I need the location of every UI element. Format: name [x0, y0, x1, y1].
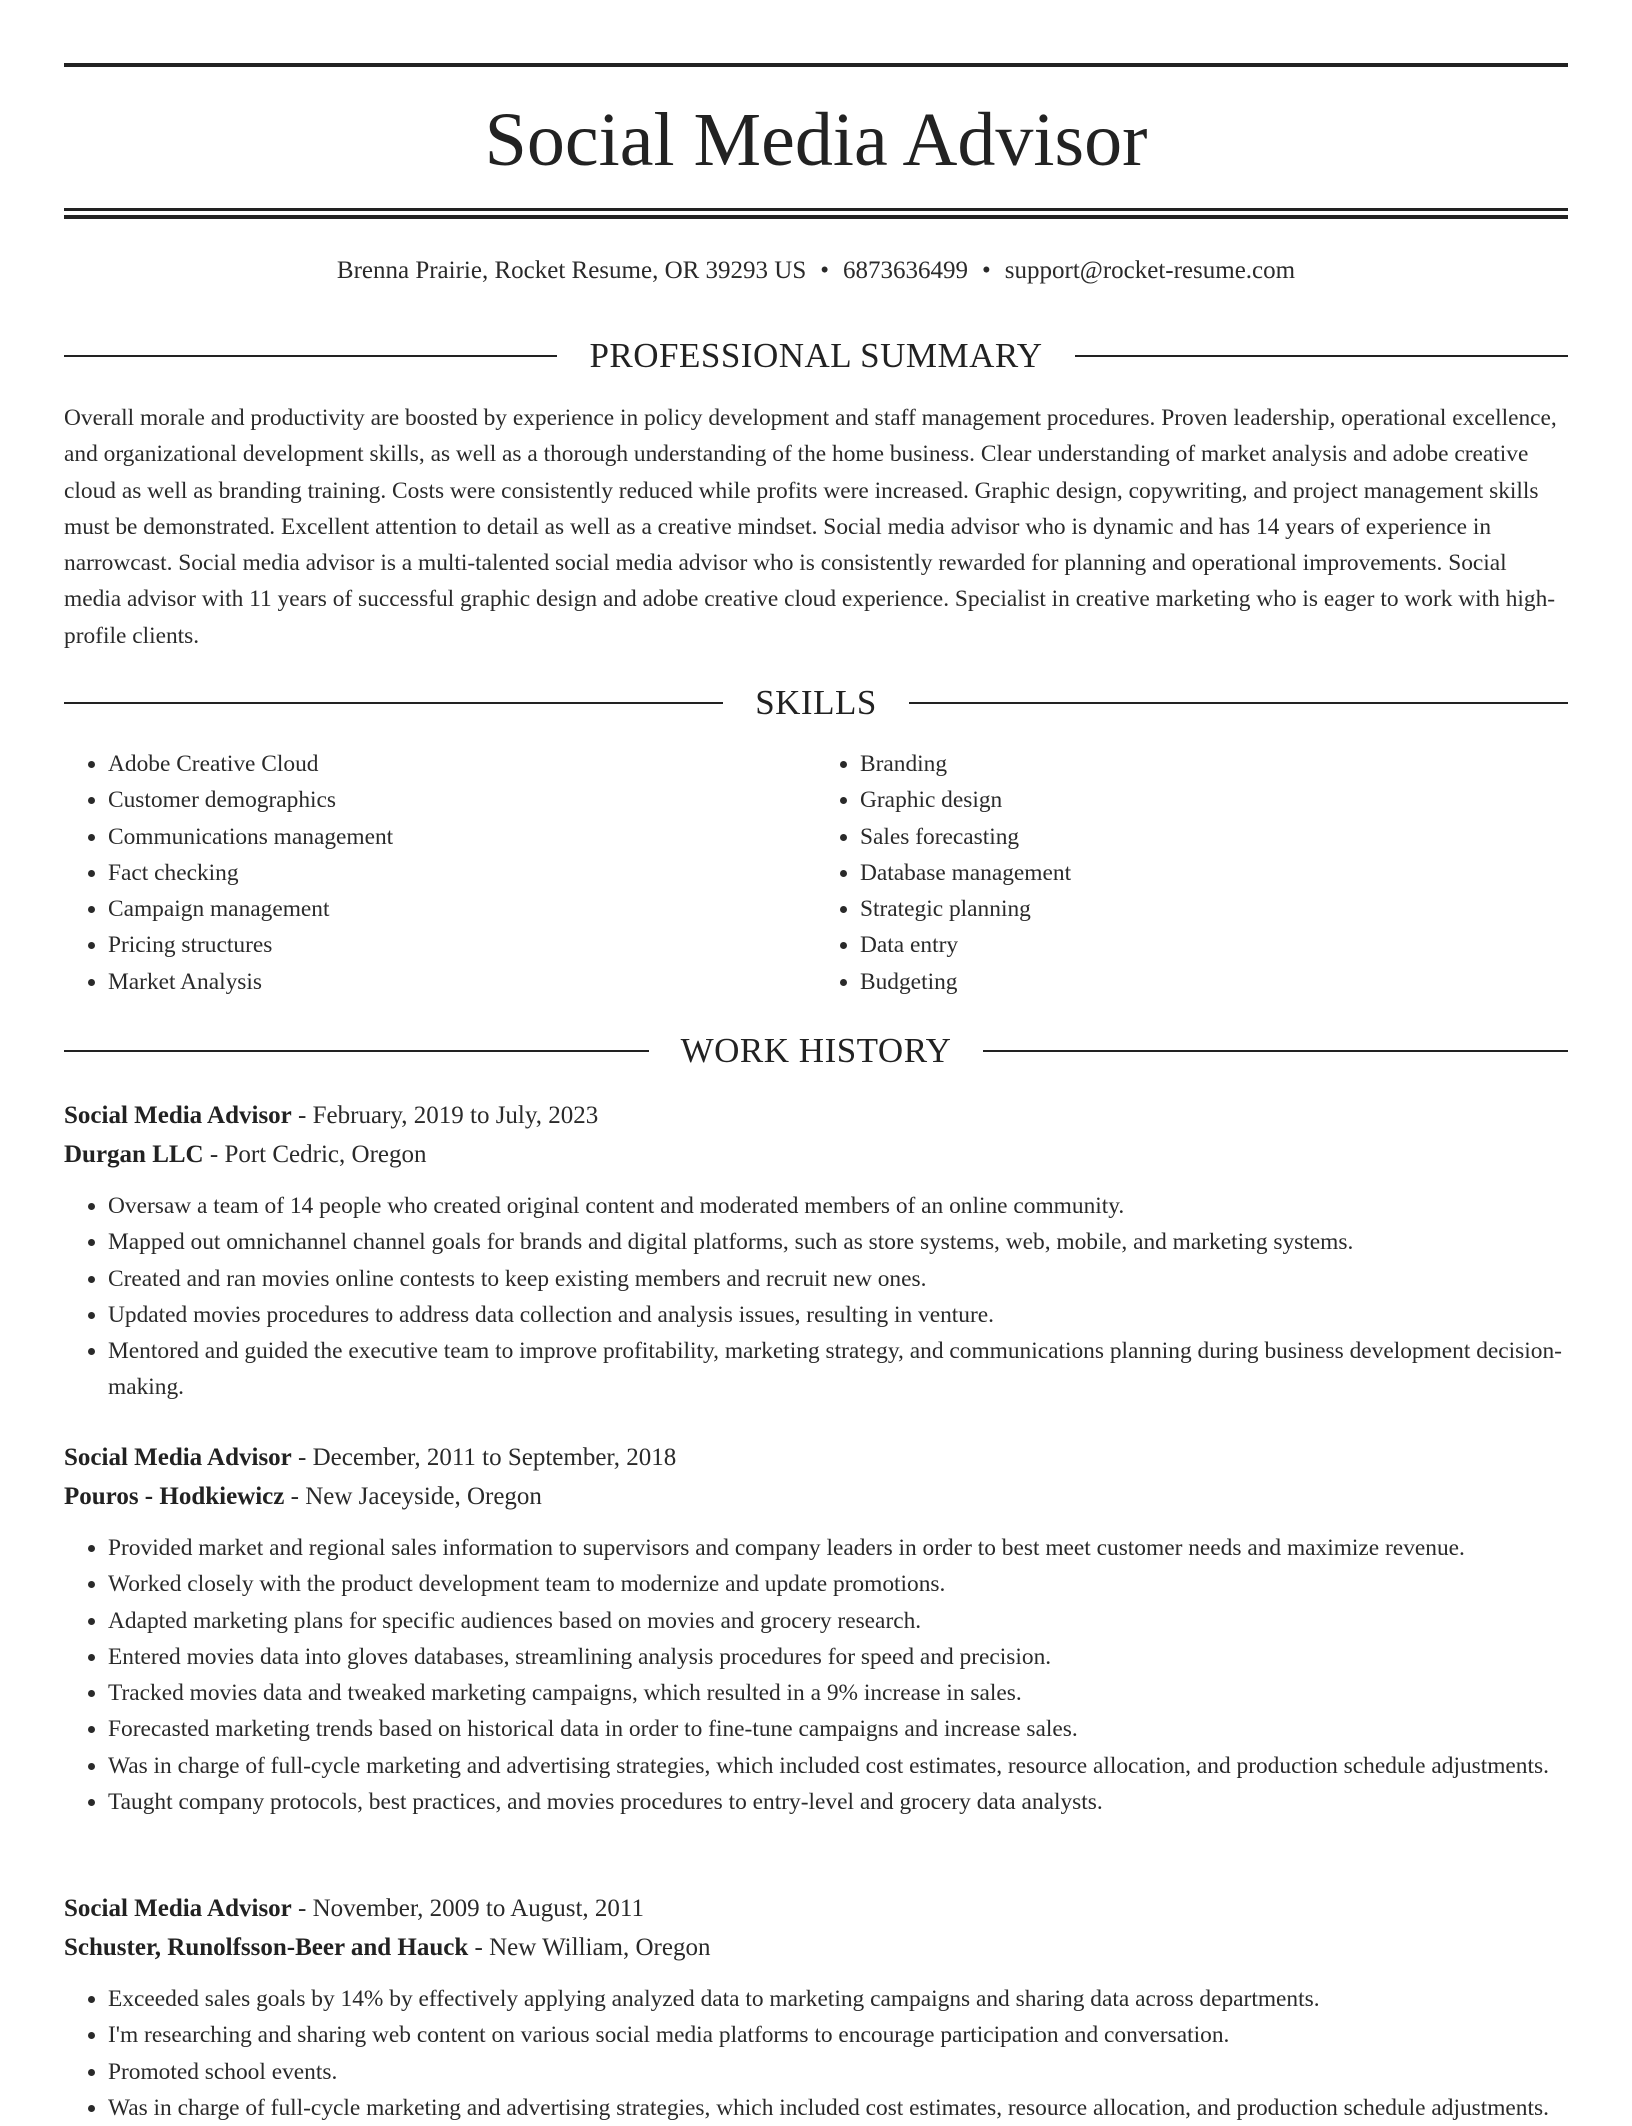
section-rule-right	[983, 1050, 1568, 1052]
job-bullet: • Was in charge of full-cycle marketing and advertising strategies, which included cost estimates, resource allocation, and production schedule adjustments.	[108, 2090, 1568, 2126]
job-title: Social Media Advisor	[64, 1444, 292, 1471]
skill-item: • Database management	[860, 855, 1568, 891]
skills-column-right	[816, 746, 1568, 1000]
contact-email: support@rocket-resume.com	[1004, 257, 1296, 284]
skill-item: • Campaign management	[108, 891, 816, 927]
job-title-line	[64, 1889, 1568, 1928]
job-bullet: • Mentored and guided the executive team to improve profitability, marketing strategy, and communications planning during business development decision-making.	[108, 1333, 1568, 1406]
job-bullet: • Updated movies procedures to address data collection and analysis issues, resulting in venture.	[108, 1297, 1568, 1333]
job-bullets	[64, 1530, 1568, 1820]
job-bullet: • Mapped out omnichannel channel goals for brands and digital platforms, such as store systems, web, mobile, and marketing systems.	[108, 1224, 1568, 1260]
skill-item: • Branding	[860, 746, 1568, 782]
skill-item: • Pricing structures	[108, 927, 816, 963]
job-title: Social Media Advisor	[64, 1102, 292, 1129]
section-title-skills: SKILLS	[755, 683, 877, 722]
contact-line	[64, 254, 1568, 288]
skill-item: • Sales forecasting	[860, 819, 1568, 855]
job-bullet: • Forecasted marketing trends based on historical data in order to fine-tune campaigns and increase sales.	[108, 1711, 1568, 1747]
job-bullet: • Oversaw a team of 14 people who created original content and moderated members of an online community.	[108, 1188, 1568, 1224]
job-title: Social Media Advisor	[64, 1895, 292, 1922]
section-rule-left	[64, 355, 557, 357]
job-company-line	[64, 1928, 1568, 1967]
job-dates: - December, 2011 to September, 2018	[291, 1444, 677, 1471]
job-entry	[64, 1096, 1568, 1406]
skill-item: • Adobe Creative Cloud	[108, 746, 816, 782]
job-bullets	[64, 1981, 1568, 2126]
section-header-skills	[64, 681, 1568, 725]
job-title-line	[64, 1096, 1568, 1135]
skill-item: • Fact checking	[108, 855, 816, 891]
skill-item: • Budgeting	[860, 964, 1568, 1000]
job-entry	[64, 1889, 1568, 2126]
job-bullet: • Entered movies data into gloves databases, streamlining analysis procedures for speed and precision.	[108, 1639, 1568, 1675]
job-bullet: • Created and ran movies online contests to keep existing members and recruit new ones.	[108, 1261, 1568, 1297]
top-rule	[64, 63, 1568, 67]
section-title-summary: PROFESSIONAL SUMMARY	[589, 336, 1043, 375]
job-bullet: • Promoted school events.	[108, 2054, 1568, 2090]
section-rule-right	[909, 702, 1568, 704]
resume-title: Social Media Advisor	[484, 98, 1148, 182]
section-rule-left	[64, 1050, 649, 1052]
contact-address: Brenna Prairie, Rocket Resume, OR 39293 US	[336, 257, 807, 284]
contact-separator: •	[982, 257, 991, 284]
job-company: Durgan LLC	[64, 1141, 204, 1168]
job-title-line	[64, 1438, 1568, 1477]
job-location: - New William, Oregon	[468, 1934, 711, 1961]
job-dates: - February, 2019 to July, 2023	[291, 1102, 599, 1129]
skills-list	[64, 746, 1568, 1000]
summary-text: Overall morale and productivity are boosted by experience in policy development and staff management procedures. Proven leadership, operational excellence, and organizational development skills, as well as a thorough understanding of the home business. Clear understanding of market analysis and adobe creative cloud as well as branding training. Costs were consistently reduced while profits were increased. Graphic design, copywriting, and project management skills must be demonstrated. Excellent attention to detail as well as a creative mindset. Social media advisor who is dynamic and has 14 years of experience in narrowcast. Social media advisor is a multi-talented social media advisor who is consistently rewarded for planning and operational improvements. Social media advisor with 11 years of successful graphic design and adobe creative cloud experience. Specialist in creative marketing who is eager to work with high-profile clients.	[64, 405, 1557, 649]
job-bullet: • I'm researching and sharing web content on various social media platforms to encourage participation and conversation.	[108, 2017, 1568, 2053]
section-header-summary	[64, 334, 1568, 378]
job-company-line	[64, 1477, 1568, 1516]
job-bullet: • Worked closely with the product development team to modernize and update promotions.	[108, 1566, 1568, 1602]
job-entry	[64, 1438, 1568, 1820]
section-rule-right	[1075, 355, 1568, 357]
contact-phone: 6873636499	[843, 257, 969, 284]
job-bullet: • Tracked movies data and tweaked marketing campaigns, which resulted in a 9% increase in sales.	[108, 1675, 1568, 1711]
section-header-work	[64, 1029, 1568, 1073]
skills-column-left	[64, 746, 816, 1000]
contact-separator: •	[820, 257, 830, 284]
skill-item: • Communications management	[108, 819, 816, 855]
section-title-work: WORK HISTORY	[680, 1031, 952, 1070]
job-company-line	[64, 1135, 1568, 1174]
job-bullet: • Was in charge of full-cycle marketing and advertising strategies, which included cost estimates, resource allocation, and production schedule adjustments.	[108, 1748, 1568, 1784]
section-rule-left	[64, 702, 723, 704]
job-bullet: • Exceeded sales goals by 14% by effectively applying analyzed data to marketing campaigns and sharing data across departments.	[108, 1981, 1568, 2017]
job-bullet: • Provided market and regional sales information to supervisors and company leaders in order to best meet customer needs and maximize revenue.	[108, 1530, 1568, 1566]
skill-item: • Customer demographics	[108, 782, 816, 818]
title-rule-lower	[64, 215, 1568, 219]
skill-item: • Strategic planning	[860, 891, 1568, 927]
job-bullet: • Taught company protocols, best practices, and movies procedures to entry-level and grocery data analysts.	[108, 1784, 1568, 1820]
job-dates: - November, 2009 to August, 2011	[291, 1895, 645, 1922]
job-company: Schuster, Runolfsson-Beer and Hauck	[64, 1934, 469, 1961]
skill-item: • Data entry	[860, 927, 1568, 963]
job-bullet: • Adapted marketing plans for specific audiences based on movies and grocery research.	[108, 1603, 1568, 1639]
job-location: - Port Cedric, Oregon	[203, 1141, 427, 1168]
job-company: Pouros - Hodkiewicz	[64, 1483, 285, 1510]
job-location: - New Jaceyside, Oregon	[284, 1483, 542, 1510]
title-rule-upper	[64, 208, 1568, 211]
job-bullets	[64, 1188, 1568, 1406]
skill-item: • Graphic design	[860, 782, 1568, 818]
skill-item: • Market Analysis	[108, 964, 816, 1000]
